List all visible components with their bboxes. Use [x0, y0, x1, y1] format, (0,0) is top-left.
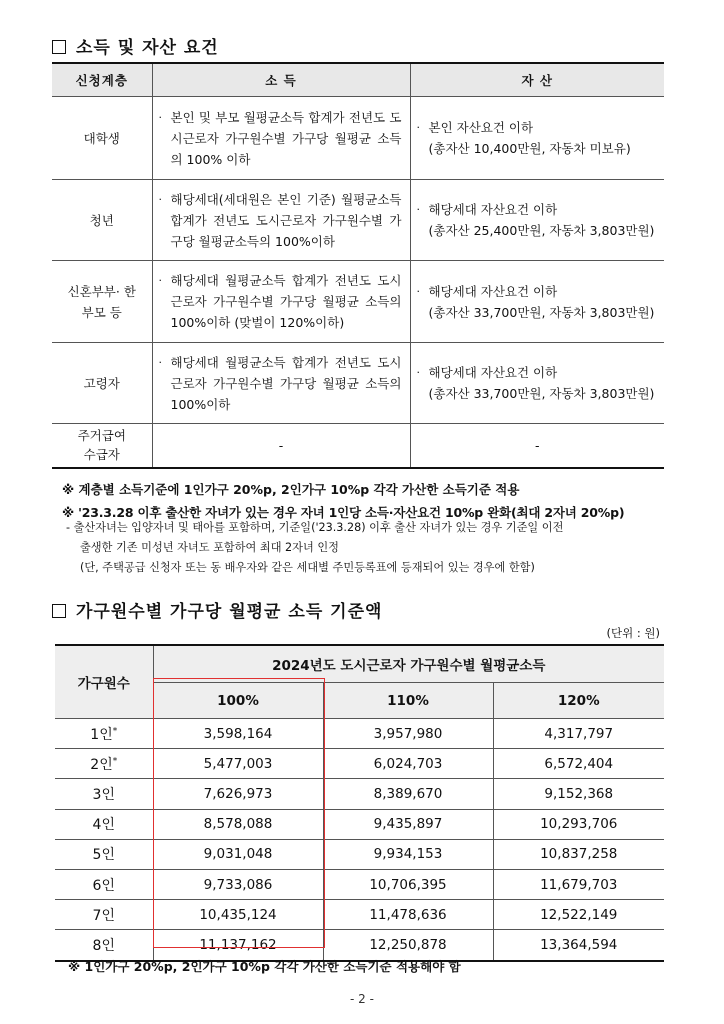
value-100: 7,626,973 [153, 779, 323, 809]
row-category: 고령자 [52, 343, 152, 424]
table-row [55, 930, 664, 961]
section2-heading [52, 597, 382, 622]
income-cell: · 해당세대(세대원은 본인 기준) 월평균소득 합계가 전년도 도시근로자 가구원수별 가구당 월평균소득의 100%이하 [152, 180, 410, 261]
note-detail-2: 출생한 기존 미성년 자녀도 포함하여 최대 2자녀 인정 [80, 541, 339, 554]
table-row [52, 180, 664, 261]
value-110: 9,435,897 [323, 809, 493, 839]
value-100: 11,137,162 [153, 930, 323, 961]
page-number: - 2 - [350, 992, 374, 1006]
table-row [52, 261, 664, 343]
table-row [55, 839, 664, 869]
header-110: 110% [323, 683, 493, 719]
value-100: 9,733,086 [153, 869, 323, 899]
value-110: 9,934,153 [323, 839, 493, 869]
income-cell: · 해당세대 월평균소득 합계가 전년도 도시근로자 가구원수별 가구당 월평균 소득의 100%이하 (맞벌이 120%이하) [152, 261, 410, 343]
income-cell: · 본인 및 부모 월평균소득 합계가 전년도 도시근로자 가구원수별 가구당 월평균 소득의 100% 이하 [152, 97, 410, 180]
household-size: 7인 [55, 900, 153, 930]
household-size: 5인 [55, 839, 153, 869]
header-asset: 자 산 [410, 63, 664, 97]
household-size: 6인 [55, 869, 153, 899]
asset-text: 해당세대 자산요건 이하 (총자산 33,700만원, 자동차 3,803만원) [428, 283, 655, 320]
value-120: 10,293,706 [493, 809, 664, 839]
value-100: 3,598,164 [153, 719, 323, 749]
value-110: 11,478,636 [323, 900, 493, 930]
value-100: 5,477,003 [153, 749, 323, 779]
footer-note: ※ 1인가구 20%p, 2인가구 10%p 각각 가산한 소득기준 적용해야 함 [68, 959, 461, 974]
header-120: 120% [493, 683, 664, 719]
asterisk-mark: * [112, 756, 118, 767]
asset-text: 해당세대 자산요건 이하 (총자산 33,700만원, 자동차 3,803만원) [428, 365, 655, 401]
asset-cell: - [410, 424, 664, 468]
row-category: 주거급여 수급자 [52, 424, 152, 468]
value-110: 3,957,980 [323, 719, 493, 749]
income-cell: · 해당세대 월평균소득 합계가 전년도 도시근로자 가구원수별 가구당 월평균 소득의 100%이하 [152, 343, 410, 424]
asset-cell: · 해당세대 자산요건 이하 (총자산 25,400만원, 자동차 3,803만원) [410, 180, 664, 261]
checkbox-square-icon [52, 40, 66, 54]
income-text: 해당세대 월평균소득 합계가 전년도 도시근로자 가구원수별 가구당 월평균 소득의 100%이하 [170, 354, 402, 412]
value-120: 12,522,149 [493, 900, 664, 930]
eligibility-table [52, 62, 664, 469]
household-size: 4인 [55, 809, 153, 839]
table-row [52, 424, 664, 468]
note-child-relief: ※ '23.3.28 이후 출산한 자녀가 있는 경우 자녀 1인당 소득·자산요건 10%p 완화(최대 2자녀 20%p) [62, 505, 625, 520]
value-100: 10,435,124 [153, 900, 323, 930]
table-row [55, 779, 664, 809]
asterisk-mark: * [112, 725, 118, 736]
table-row [55, 900, 664, 930]
income-text: 해당세대 월평균소득 합계가 전년도 도시근로자 가구원수별 가구당 월평균 소득의 100%이하 (맞벌이 120%이하) [170, 273, 402, 330]
household-size: 2인* [55, 749, 153, 779]
section2-title: 가구원수별 가구당 월평균 소득 기준액 [76, 602, 383, 622]
note-detail-1: - 출산자녀는 입양자녀 및 태아를 포함하며, 기준일('23.3.28) 이후 출산 자녀가 있는 경우 기준일 이전 [66, 521, 564, 534]
table-row [52, 343, 664, 424]
unit-label: (단위 : 원) [606, 626, 660, 640]
value-120: 9,152,368 [493, 779, 664, 809]
household-size: 3인 [55, 779, 153, 809]
value-110: 12,250,878 [323, 930, 493, 961]
table-row [55, 719, 664, 749]
section1-title: 소득 및 자산 요건 [76, 38, 219, 58]
note-detail-3: (단, 주택공급 신청자 또는 동 배우자와 같은 세대별 주민등록표에 등재되어 있는 경우에 한함) [80, 561, 535, 574]
income-text: 본인 및 부모 월평균소득 합계가 전년도 도시근로자 가구원수별 가구당 월평균 소득의 100% 이하 [170, 109, 402, 167]
value-120: 6,572,404 [493, 749, 664, 779]
header-category: 신청계층 [52, 63, 152, 97]
header-household-size: 가구원수 [55, 645, 153, 719]
header-100: 100% [153, 683, 323, 719]
section1-heading [52, 33, 219, 58]
asset-text: 본인 자산요건 이하 (총자산 10,400만원, 자동차 미보유) [428, 120, 631, 156]
income-text: 해당세대(세대원은 본인 기준) 월평균소득 합계가 전년도 도시근로자 가구원수별 가구당 월평균소득의 100%이하 [170, 191, 402, 249]
value-120: 13,364,594 [493, 930, 664, 961]
asset-text: 해당세대 자산요건 이하 (총자산 25,400만원, 자동차 3,803만원) [428, 202, 655, 238]
income-header-row [55, 645, 664, 683]
asset-cell: · 해당세대 자산요건 이하 (총자산 33,700만원, 자동차 3,803만원) [410, 261, 664, 343]
table-row [52, 97, 664, 180]
note-income-addition: ※ 계층별 소득기준에 1인가구 20%p, 2인가구 10%p 각각 가산한 소득기준 적용 [62, 482, 520, 497]
row-category: 대학생 [52, 97, 152, 180]
table-row [55, 869, 664, 899]
table-row [55, 809, 664, 839]
checkbox-square-icon [52, 604, 66, 618]
asset-cell: · 해당세대 자산요건 이하 (총자산 33,700만원, 자동차 3,803만원) [410, 343, 664, 424]
value-110: 8,389,670 [323, 779, 493, 809]
row-category: 신혼부부· 한부모 등 [52, 261, 152, 343]
value-120: 10,837,258 [493, 839, 664, 869]
income-standard-table [55, 644, 664, 962]
value-110: 6,024,703 [323, 749, 493, 779]
household-size: 1인* [55, 719, 153, 749]
eligibility-header-row [52, 63, 664, 97]
header-income: 소 득 [152, 63, 410, 97]
household-size: 8인 [55, 930, 153, 961]
table-row [55, 749, 664, 779]
income-cell: - [152, 424, 410, 468]
header-group: 2024년도 도시근로자 가구원수별 월평균소득 [153, 645, 664, 683]
asset-cell: · 본인 자산요건 이하 (총자산 10,400만원, 자동차 미보유) [410, 97, 664, 180]
value-120: 4,317,797 [493, 719, 664, 749]
value-110: 10,706,395 [323, 869, 493, 899]
row-category: 청년 [52, 180, 152, 261]
value-100: 9,031,048 [153, 839, 323, 869]
value-120: 11,679,703 [493, 869, 664, 899]
value-100: 8,578,088 [153, 809, 323, 839]
